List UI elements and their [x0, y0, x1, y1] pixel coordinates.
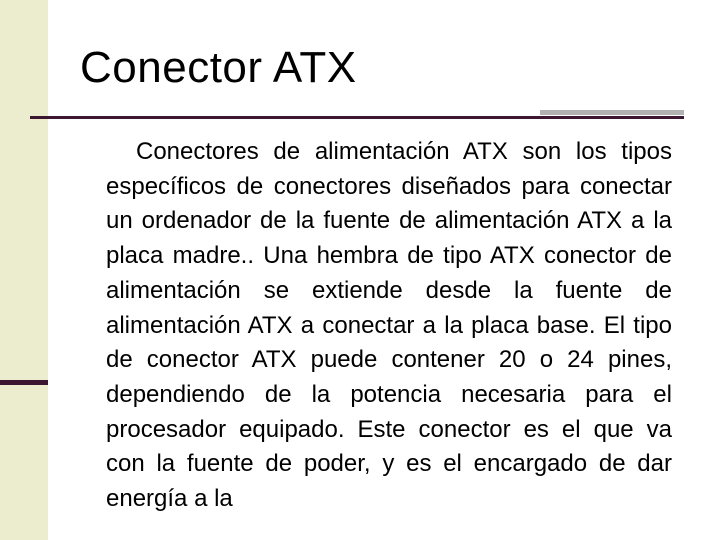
slide-title: Conector ATX [80, 43, 357, 92]
slide-body-text: Conectores de alimentación ATX son los tipos específicos de conectores diseñados para conectar un ordenador de la fuente de alimentación ATX a la placa madre.. Una hembra de tipo ATX conector de alimentación se extiende desde la fuente de alimentación ATX a conectar a la placa base. El tipo de conector ATX puede contener 20 o 24 pines, dependiendo de la potencia necesaria para el procesador equipado. Este conector es el que va con la fuente de poder, y es el encargado de dar energía a la [106, 138, 672, 513]
left-accent-bar [0, 380, 48, 385]
title-divider [30, 116, 684, 119]
left-decorative-band [0, 0, 48, 540]
title-rule-accent [540, 110, 684, 115]
